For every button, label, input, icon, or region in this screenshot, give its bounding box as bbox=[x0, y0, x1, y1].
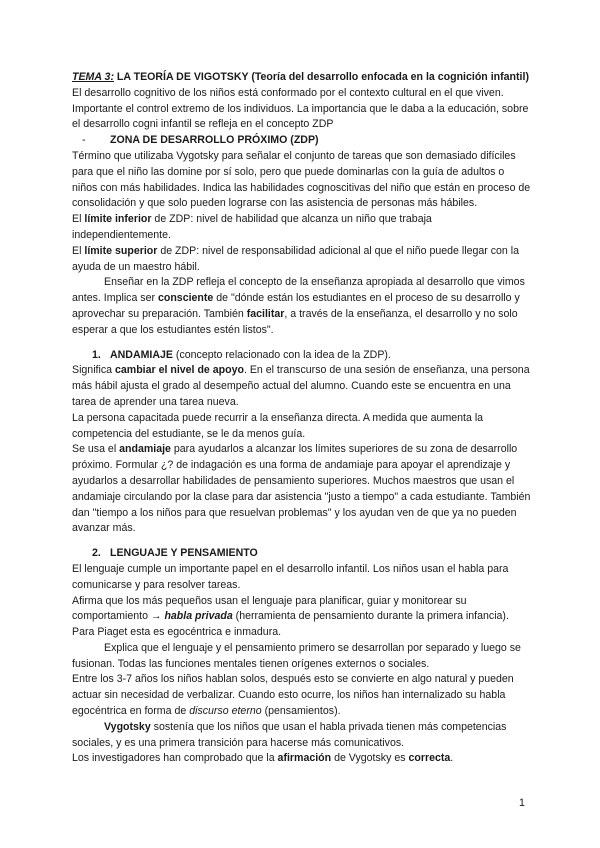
document-title bbox=[72, 70, 532, 86]
s1-p1-bold: cambiar el nivel de apoyo bbox=[115, 364, 244, 377]
lower-limit-paragraph bbox=[72, 212, 532, 244]
s2-p2-post: (herramienta de pensamiento durante la primera infancia). Para Piaget esta es egocéntrica e inmadura. bbox=[72, 610, 509, 639]
s1-p1-pre: Significa bbox=[72, 364, 115, 377]
s2-paragraph-4 bbox=[72, 672, 532, 719]
teach-bold-2: facilitar bbox=[246, 307, 285, 320]
lower-post: de ZDP: nivel de habilidad que alcanza un niño que trabaja independientemente. bbox=[72, 213, 432, 241]
s2-p4-post: (pensamientos). bbox=[261, 705, 341, 718]
s2-p4-pre: Entre los 3-7 años los niños hablan solos, después esto se convierte en algo natural y pueden actuar sin necesidad de verbalizar. Cuando esto ocurre, los niños han internalizado su habla egocéntrica en forma de bbox=[72, 673, 514, 718]
s2-p6-pre: Los investigadores han comprobado que la bbox=[72, 752, 278, 765]
teaching-paragraph bbox=[72, 275, 532, 338]
s2-paragraph-3: Explica que el lenguaje y el pensamiento primero se desarrollan por separado y luego se fusionan. Todas las funciones mentales tienen orígenes externos o sociales. bbox=[72, 641, 521, 670]
zdp-definition: Término que utilizaba Vygotsky para señalar el conjunto de tareas que son demasiado difíciles para que el niño las domine por sí solo, pero que puede dominarlas con la guía de adultos o niños con más habilidades. Indica las habilidades cognoscitivas del niño que están en proceso de consolidación y que solo pueden lograrse con las asistencia de personas más hábiles. bbox=[72, 149, 531, 210]
s2-p6-post: . bbox=[450, 752, 454, 765]
section-2-heading bbox=[72, 546, 532, 562]
s2-p2-bold-italic: habla privada bbox=[164, 610, 233, 623]
intro-paragraph: El desarrollo cognitivo de los niños está conformado por el contexto cultural en el que viven. Importante el control extremo de los individuos. La importancia que le daba a la educación, sobre el desarrollo cogni infantil se refleja en el concepto ZDP bbox=[72, 86, 529, 131]
section-2-number: 2. bbox=[92, 547, 101, 560]
bullet-dash: - bbox=[82, 134, 86, 147]
s2-paragraph-5 bbox=[72, 720, 532, 752]
upper-limit-paragraph bbox=[72, 244, 532, 276]
document-page bbox=[72, 70, 532, 767]
lower-bold: límite inferior bbox=[84, 213, 152, 226]
s1-paragraph-3 bbox=[72, 442, 532, 537]
s1-paragraph-1 bbox=[72, 363, 532, 410]
title-text: LA TEORÍA DE VIGOTSKY (Teoría del desarrollo enfocada en la cognición infantil) bbox=[113, 71, 529, 83]
section-1-number: 1. bbox=[92, 348, 101, 361]
s2-p5-bold: Vygotsky bbox=[104, 720, 151, 733]
s2-paragraph-2 bbox=[72, 594, 532, 641]
s2-p6-mid: de Vygotsky es bbox=[331, 752, 409, 765]
s2-p5-post: sostenía que los niños que usan el habla privada tienen más competencias sociales, y es una primera transición para hacerse más comunicativos. bbox=[72, 720, 507, 749]
teach-1: Enseñar en la ZDP refleja el concepto de la enseñanza apropiada al desarrollo que vimos antes. Implica ser bbox=[72, 276, 525, 305]
teach-2: de "dónde están los estudiantes en el proceso de su desarrollo y aprovechar su preparación. También bbox=[72, 292, 520, 320]
section-1-title: ANDAMIAJE bbox=[110, 348, 173, 361]
section-2-title: LENGUAJE Y PENSAMIENTO bbox=[110, 547, 258, 560]
s2-p2-pre: Afirma que los más pequeños usan el lenguaje para planificar, guiar y monitorear su comportamiento → bbox=[72, 594, 467, 623]
zdp-heading bbox=[72, 133, 532, 149]
page-number: 1 bbox=[519, 797, 525, 809]
spacer bbox=[72, 339, 532, 348]
s1-p3-bold: andamiaje bbox=[119, 443, 171, 456]
s2-p4-italic: discurso eterno bbox=[189, 705, 262, 718]
s2-p6-bold-1: afirmación bbox=[277, 752, 332, 765]
teach-bold-1: consciente bbox=[157, 292, 214, 305]
s2-p6-bold-2: correcta bbox=[408, 752, 451, 765]
section-1-note: (concepto relacionado con la idea de la ZDP). bbox=[172, 348, 391, 361]
section-1-heading bbox=[72, 348, 532, 364]
upper-pre: El bbox=[72, 244, 85, 257]
s1-p1-post: . En el transcurso de una sesión de enseñanza, una persona más hábil ajusta el grado al desempeño actual del alumno. Cuando este se encuentra en una tarea de aprender una tarea nueva. bbox=[72, 364, 530, 408]
s1-paragraph-2: La persona capacitada puede recurrir a la enseñanza directa. A medida que aumenta la competencia del estudiante, se le da menos guía. bbox=[72, 411, 484, 440]
s1-p3-pre: Se usa el bbox=[72, 443, 120, 456]
teach-3: , a través de la enseñanza, el desarrollo y no solo esperar a que los estudiantes estén listos". bbox=[72, 307, 518, 336]
s2-paragraph-1: El lenguaje cumple un importante papel en el desarrollo infantil. Los niños usan el habla para comunicarse y para resolver tareas. bbox=[72, 562, 509, 591]
lower-pre: El bbox=[72, 213, 85, 226]
s1-p3-post: para ayudarlos a alcanzar los límites superiores de su zona de desarrollo próximo. Formular ¿? de indagación es una forma de andamiaje para apoyar el aprendizaje y ayudarlos a desarrollar habilidades de pensamiento superiores. Muchos maestros que usan el andamiaje circulando por la clase para dar asistencia "justo a tiempo" a cada estudiante. También dan "tiempo a los niños para que resuelvan problemas" y los ayudan ven de que ya no pueden avanzar más. bbox=[72, 443, 531, 535]
tema-label: TEMA 3: bbox=[72, 71, 114, 83]
s2-paragraph-6 bbox=[72, 751, 532, 767]
upper-bold: límite superior bbox=[84, 244, 158, 257]
upper-post: de ZDP: nivel de responsabilidad adicional al que el niño puede llegar con la ayuda de un maestro hábil. bbox=[72, 244, 519, 273]
spacer bbox=[72, 537, 532, 546]
zdp-heading-text: ZONA DE DESARROLLO PRÓXIMO (ZDP) bbox=[110, 134, 319, 147]
